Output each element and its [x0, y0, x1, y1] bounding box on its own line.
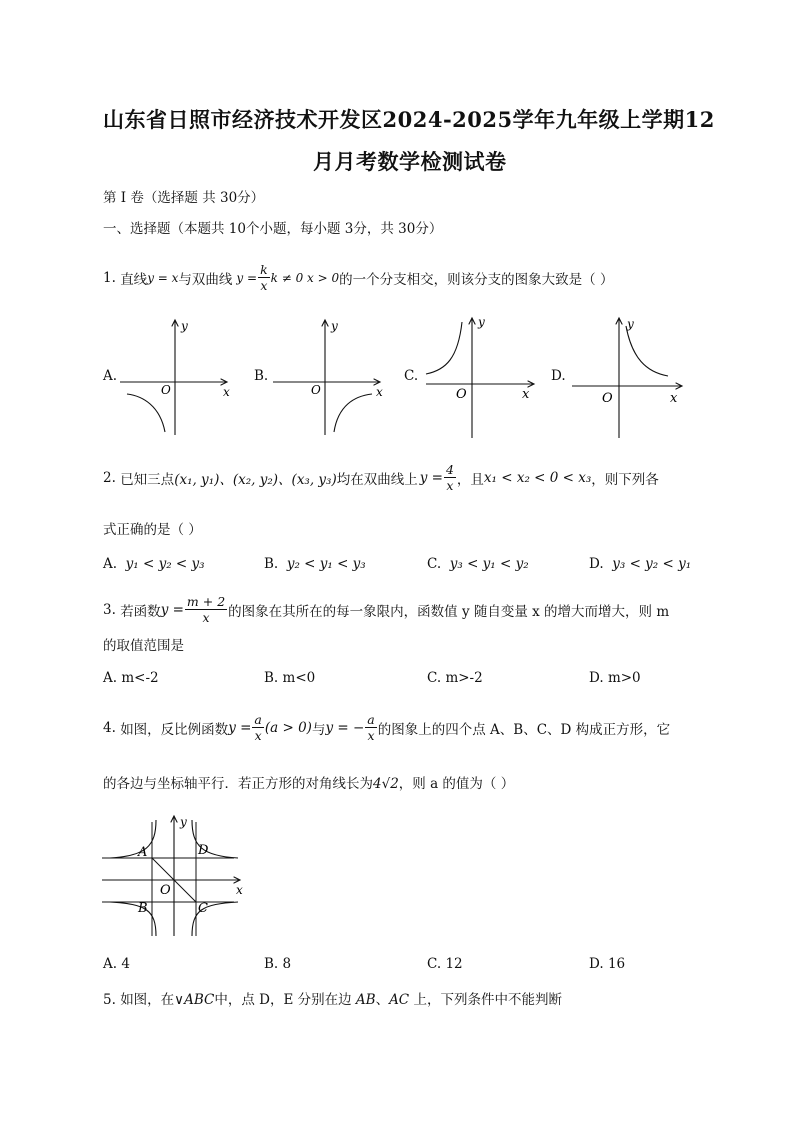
- option-b: [264, 956, 291, 972]
- question-text: 上，下列条件中不能判断: [413, 992, 562, 1008]
- section-heading: 一、选择题（本题共 10个小题，每小题 3分，共 30分）: [103, 221, 443, 237]
- question-text: 与: [311, 721, 326, 738]
- graph-option-a: [115, 312, 240, 437]
- option-expression: m<0: [282, 670, 316, 686]
- question-text: 均在双曲线上: [336, 471, 418, 488]
- option-b: [264, 670, 315, 686]
- option-label: C.: [427, 956, 442, 972]
- question-number: 1.: [103, 269, 116, 286]
- option-expression: 4: [121, 956, 130, 972]
- fraction-denominator: x: [254, 728, 262, 743]
- option-label: A.: [103, 670, 118, 686]
- fraction: [185, 594, 227, 625]
- question-2-stem: [103, 462, 659, 493]
- fraction: [365, 712, 376, 743]
- origin-label: O: [161, 383, 171, 397]
- curve: [626, 326, 668, 376]
- y-axis-label: y: [331, 319, 338, 333]
- option-label: C.: [427, 556, 442, 572]
- math-expression: k ≠ 0 x > 0: [270, 270, 340, 285]
- option-label: B.: [254, 368, 269, 384]
- option-label: D.: [589, 556, 604, 572]
- fraction-numerator: 4: [445, 462, 454, 477]
- fraction: [252, 712, 263, 743]
- option-label: D.: [551, 368, 566, 384]
- x-axis-label: x: [223, 385, 230, 399]
- x-axis-label: x: [236, 883, 243, 897]
- option-label: B.: [264, 956, 279, 972]
- x-axis-label: x: [522, 387, 530, 402]
- page-title-line2: 月月考数学检测试卷: [313, 149, 507, 174]
- point-label-b: B: [138, 901, 148, 916]
- option-c: [427, 670, 483, 686]
- origin-label: O: [602, 391, 613, 406]
- y-axis-label: y: [181, 319, 188, 333]
- math-expression: AB: [355, 992, 376, 1008]
- question-4-stem: [103, 712, 670, 743]
- option-expression: y₃ < y₁ < y₂: [449, 556, 529, 572]
- question-text: 中，点 D，E 分别在边: [214, 992, 352, 1008]
- graph-option-d: [566, 312, 691, 440]
- question-3-stem: [103, 594, 669, 625]
- math-expression: y = x: [147, 270, 179, 285]
- point-label-d: D: [198, 843, 209, 858]
- question-text: 与双曲线: [178, 271, 233, 288]
- option-expression: m<-2: [121, 670, 159, 686]
- square-hyperbola-figure: [100, 812, 250, 940]
- question-2-line2: 式正确的是（ ）: [103, 522, 202, 538]
- option-label: C.: [427, 670, 442, 686]
- question-text: 已知三点: [120, 471, 175, 488]
- fraction-numerator: a: [254, 712, 262, 727]
- hyperbola-branch: [110, 820, 156, 858]
- math-expression: y =: [160, 601, 184, 618]
- option-c: [427, 956, 463, 972]
- question-text: ，则 a 的值为（ ）: [398, 776, 515, 792]
- option-expression: m>0: [607, 670, 641, 686]
- curve: [426, 322, 462, 374]
- graph-option-b: [268, 312, 393, 437]
- question-text: 的一个分支相交，则该分支的图象大致是（ ）: [339, 271, 614, 288]
- option-expression: 12: [445, 956, 463, 972]
- fraction-denominator: x: [202, 610, 210, 625]
- option-expression: y₃ < y₂ < y₁: [612, 556, 692, 572]
- x-axis-label: x: [376, 385, 383, 399]
- option-expression: 16: [607, 956, 626, 972]
- option-label: A.: [103, 368, 118, 384]
- option-expression: y₁ < y₂ < y₃: [125, 556, 205, 572]
- option-a: [103, 670, 159, 686]
- question-4-line2: [103, 772, 514, 792]
- y-axis-label: y: [627, 317, 634, 331]
- option-d: [589, 670, 641, 686]
- fraction: [258, 262, 270, 293]
- option-expression: m>-2: [445, 670, 483, 686]
- hyperbola-branch: [110, 902, 156, 936]
- part-heading: 第 I 卷（选择题 共 30分）: [103, 190, 265, 206]
- fraction-numerator: a: [367, 712, 375, 727]
- fraction-denominator: x: [260, 278, 268, 293]
- option-label: D.: [589, 956, 604, 972]
- question-number: 4.: [103, 719, 116, 736]
- origin-label: O: [311, 383, 321, 397]
- question-text: 的图象上的四个点 A、B、C、D 构成正方形，它: [377, 721, 671, 738]
- question-number: 2.: [103, 469, 116, 486]
- option-a: [103, 556, 205, 572]
- option-label: B.: [264, 556, 279, 572]
- math-expression: AC: [389, 992, 410, 1008]
- y-axis-label: y: [180, 815, 187, 829]
- option-label: B.: [264, 670, 279, 686]
- math-expression: x₁ < x₂ < 0 < x₃: [483, 469, 592, 486]
- question-text: 的图象在其所在的每一象限内，函数值 y 随自变量 x 的增大而增大，则 m: [228, 603, 670, 620]
- fraction-denominator: x: [367, 728, 375, 743]
- y-axis-label: y: [478, 315, 485, 329]
- option-b: [264, 556, 366, 572]
- point-label-c: C: [198, 901, 208, 916]
- math-expression: ABC: [184, 992, 215, 1008]
- question-text: 、: [375, 992, 390, 1008]
- question-text: ，则下列各: [591, 471, 659, 488]
- x-axis-label: x: [670, 391, 678, 406]
- option-a: [103, 956, 130, 972]
- page-title-line1: 山东省日照市经济技术开发区2024-2025学年九年级上学期12: [103, 107, 715, 132]
- curve: [334, 394, 372, 432]
- question-number: 5.: [103, 992, 116, 1008]
- question-text: 如图，在∨: [120, 992, 185, 1008]
- option-expression: y₂ < y₁ < y₃: [286, 556, 366, 572]
- fraction-denominator: x: [446, 478, 454, 493]
- math-expression: (x₁, y₁)、(x₂, y₂)、(x₃, y₃): [174, 471, 337, 488]
- math-expression: y =: [419, 469, 443, 486]
- math-expression: 4√2: [373, 776, 399, 792]
- math-expression: y =: [228, 719, 252, 736]
- curve: [127, 394, 165, 432]
- question-1-stem: [103, 262, 613, 293]
- option-d: [589, 556, 691, 572]
- option-label: A.: [103, 956, 118, 972]
- point-label-a: A: [138, 845, 148, 860]
- origin-label: O: [456, 387, 467, 402]
- question-text: 的各边与坐标轴平行．若正方形的对角线长为: [103, 776, 373, 792]
- question-text: 若函数: [120, 603, 161, 620]
- question-5-stem: [103, 988, 562, 1008]
- math-expression: (a > 0): [264, 719, 312, 736]
- graph-option-c: [418, 312, 543, 440]
- question-3-line2: 的取值范围是: [103, 638, 184, 654]
- origin-label: O: [160, 883, 171, 898]
- question-text: 直线: [120, 271, 148, 288]
- question-number: 3.: [103, 601, 116, 618]
- option-expression: 8: [282, 956, 292, 972]
- option-label: A.: [103, 556, 118, 572]
- option-label: D.: [589, 670, 604, 686]
- fraction-numerator: k: [260, 262, 268, 277]
- math-expression: y =: [236, 270, 258, 285]
- fraction: [444, 462, 456, 493]
- option-label: C.: [404, 368, 419, 384]
- option-d: [589, 956, 625, 972]
- question-text: 如图，反比例函数: [120, 721, 229, 738]
- fraction-numerator: m + 2: [186, 594, 226, 609]
- question-text: ，且: [456, 471, 484, 488]
- option-c: [427, 556, 529, 572]
- math-expression: y = −: [325, 719, 365, 736]
